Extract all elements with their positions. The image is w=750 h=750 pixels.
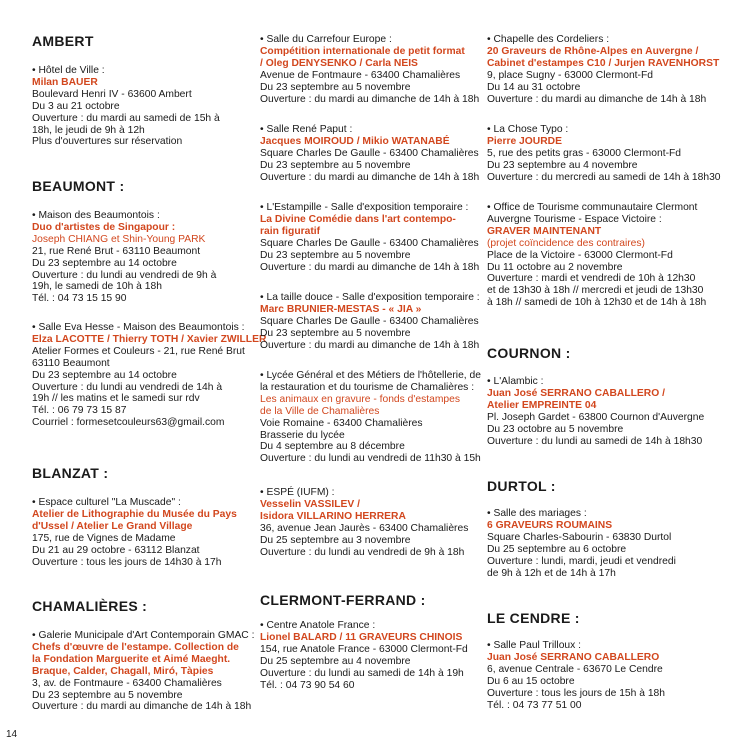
venue-maison-des-beaumontois (32, 210, 254, 305)
info-line: à 18h // samedi de 10h à 12h30 et de 14h à 18h (487, 297, 707, 309)
city-heading-beaumont: BEAUMONT : (32, 178, 125, 194)
venue-salle-paul-trilloux (487, 640, 722, 711)
info-line: Auvergne Tourisme - Espace Victoire : (487, 213, 662, 225)
info-line: Place de la Victoire - 63000 Clermont-Fd (487, 249, 673, 261)
exhibit-title: 6 GRAVEURS ROUMAINS (487, 519, 613, 531)
info-line: et de 13h30 à 18h // mercredi et jeudi de 13h30 (487, 285, 704, 297)
info-line: Ouverture : tous les jours de 14h30 à 17h (32, 556, 222, 568)
page-number: 14 (6, 729, 18, 740)
info-line: • L'Estampille - Salle d'exposition temporaire : (260, 202, 469, 213)
info-line: Ouverture : du lundi au vendredi de 9h à (32, 269, 217, 281)
info-line: Du 23 septembre au 5 novembre (260, 81, 411, 93)
info-line: Ouverture : du mardi au dimanche de 14h à 18h (32, 701, 252, 713)
info-line: 21, rue René Brut - 63110 Beaumont (32, 245, 201, 257)
info-line: • Salle Eva Hesse - Maison des Beaumontois : (32, 322, 245, 333)
info-line: Tél. : 04 73 77 51 00 (487, 699, 582, 711)
info-line: • Chapelle des Cordeliers : (487, 34, 610, 45)
info-line: Du 6 au 15 octobre (487, 675, 575, 687)
info-line: Ouverture : du mardi au samedi de 15h à (32, 112, 220, 124)
info-line: Ouverture : du mardi au dimanche de 14h à 18h (487, 93, 707, 105)
info-line: • Maison des Beaumontois : (32, 210, 160, 221)
info-line: Voie Romaine - 63400 Chamalières (260, 417, 423, 429)
info-line: • Lycée Général et des Métiers de l'hôtellerie, de (260, 370, 481, 381)
info-line: 19h // les matins et le samedi sur rdv (32, 393, 200, 405)
info-line: • Galerie Municipale d'Art Contemporain GMAC : (32, 630, 255, 641)
info-line: • Espace culturel "La Muscade" : (32, 497, 181, 508)
info-line: Du 23 septembre au 5 novembre (260, 159, 411, 171)
exhibit-title: Cabinet d'estampes C10 / Jurjen RAVENHORST (487, 57, 720, 69)
exhibit-subtitle: Les animaux en gravure - fonds d'estampes (260, 393, 461, 405)
info-line: 6, avenue Centrale - 63670 Le Cendre (487, 663, 663, 675)
exhibit-subtitle: Joseph CHIANG et Shin-Young PARK (32, 233, 206, 245)
venue-lalambic (487, 376, 722, 447)
venue-la-chose-typo (487, 124, 722, 184)
info-line: Square Charles De Gaulle - 63400 Chamalières (260, 237, 479, 249)
info-line: Du 25 septembre au 3 novembre (260, 534, 411, 546)
info-line: Du 4 septembre au 8 décembre (260, 441, 405, 453)
info-line: Ouverture : du lundi au vendredi de 14h à (32, 381, 223, 393)
venue-rene-paput (260, 124, 482, 184)
city-heading-blanzat: BLANZAT : (32, 465, 109, 481)
venue-carrefour-europe (260, 34, 482, 105)
city-heading-le-cendre: LE CENDRE : (487, 610, 580, 626)
info-line: Atelier Formes et Couleurs - 21, rue René Brut (32, 345, 245, 357)
info-line: de 9h à 12h et de 14h à 17h (487, 567, 616, 579)
info-line: Du 23 septembre au 5 novembre (260, 249, 411, 261)
exhibit-title: Atelier de Lithographie du Musée du Pays (32, 508, 237, 520)
info-line: Square Charles-Sabourin - 63830 Durtol (487, 531, 672, 543)
info-line: Tél. : 04 73 15 15 90 (32, 293, 127, 305)
exhibit-title: / Oleg DENYSENKO / Carla NEIS (260, 57, 418, 69)
info-line: Ouverture : mardi et vendredi de 10h à 12h30 (487, 273, 696, 285)
info-line: Boulevard Henri IV - 63600 Ambert (32, 88, 192, 100)
exhibit-title: GRAVER MAINTENANT (487, 225, 602, 237)
info-line: Avenue de Fontmaure - 63400 Chamalières (260, 69, 461, 81)
exhibit-title: rain figuratif (260, 225, 321, 237)
info-line: 175, rue de Vignes de Madame (32, 532, 176, 544)
exhibit-title: d'Ussel / Atelier Le Grand Village (32, 520, 193, 532)
venue-salle-des-mariages (487, 508, 722, 579)
city-heading-ambert: AMBERT (32, 33, 94, 49)
info-line: • La Chose Typo : (487, 124, 569, 135)
info-line: • Salle du Carrefour Europe : (260, 34, 392, 45)
info-line: Ouverture : du lundi au vendredi de 11h30 à 15h (260, 453, 481, 465)
info-line: 3, av. de Fontmaure - 63400 Chamalières (32, 677, 222, 689)
info-line: Ouverture : du lundi au samedi de 14h à 19h (260, 667, 464, 679)
info-line: 19h, le samedi de 10h à 18h (32, 281, 162, 293)
venue-espace-la-muscade (32, 497, 254, 568)
info-line: Du 25 septembre au 4 novembre (260, 655, 411, 667)
info-line: • Hôtel de Ville : (32, 65, 105, 76)
info-line: • Salle Paul Trilloux : (487, 640, 582, 651)
info-line: Du 23 septembre au 14 octobre (32, 257, 177, 269)
exhibit-title: Isidora VILLARINO HERRERA (260, 510, 406, 522)
exhibit-title: Juan José SERRANO CABALLERO (487, 651, 660, 663)
exhibit-subtitle: de la Ville de Chamalières (260, 405, 380, 417)
info-line: • Centre Anatole France : (260, 620, 376, 631)
info-line: Du 23 octobre au 5 novembre (487, 423, 624, 435)
info-line: 154, rue Anatole France - 63000 Clermont-Fd (260, 643, 468, 655)
info-line: Ouverture : du lundi au vendredi de 9h à 18h (260, 546, 465, 558)
exhibit-title: la Fondation Marguerite et Aimé Maeght. (32, 653, 231, 665)
exhibit-subtitle: (projet coïncidence des contraires) (487, 237, 645, 249)
info-line: Pl. Joseph Gardet - 63800 Cournon d'Auvergne (487, 411, 705, 423)
info-line: Du 23 septembre au 5 novembre (32, 689, 183, 701)
exhibit-title: Jacques MOIROUD / Mikio WATANABÉ (260, 135, 450, 147)
exhibit-title: Compétition internationale de petit format (260, 45, 465, 57)
city-heading-chamalieres: CHAMALIÈRES : (32, 598, 148, 614)
info-line: Plus d'ouvertures sur réservation (32, 136, 183, 148)
info-line: Du 23 septembre au 4 novembre (487, 159, 638, 171)
exhibit-title: Chefs d'œuvre de l'estampe. Collection de (32, 641, 239, 653)
exhibit-title: Pierre JOURDE (487, 135, 562, 147)
city-heading-clermont-ferrand: CLERMONT-FERRAND : (260, 592, 426, 608)
exhibit-title: Duo d'artistes de Singapour : (32, 221, 176, 233)
info-line: • ESPÉ (IUFM) : (260, 487, 335, 498)
exhibit-title: Milan BAUER (32, 76, 98, 88)
info-line: Ouverture : du lundi au samedi de 14h à 18h30 (487, 435, 703, 447)
info-line: 63110 Beaumont (32, 357, 110, 369)
venue-gmac (32, 630, 254, 713)
exhibit-title: Lionel BALARD / 11 GRAVEURS CHINOIS (260, 631, 463, 643)
info-line: la restauration et du tourisme de Chamalières : (260, 381, 475, 393)
venue-centre-anatole-france (260, 620, 482, 691)
exhibit-title: La Divine Comédie dans l'art contempo- (260, 213, 456, 225)
exhibit-title: Marc BRUNIER-MESTAS - « JIA » (260, 303, 422, 315)
info-line: Ouverture : du mardi au dimanche de 14h à 18h (260, 93, 480, 105)
exhibit-title: 20 Graveurs de Rhône-Alpes en Auvergne / (487, 45, 699, 57)
exhibit-title: Juan José SERRANO CABALLERO / (487, 387, 665, 399)
exhibit-title: Elza LACOTTE / Thierry TOTH / Xavier ZWILLER (32, 333, 267, 345)
info-line: 36, avenue Jean Jaurès - 63400 Chamalières (260, 522, 469, 534)
venue-lestampille (260, 202, 482, 273)
info-line: Courriel : formesetcouleurs63@gmail.com (32, 417, 225, 429)
venue-la-taille-douce (260, 292, 482, 352)
info-line: • La taille douce - Salle d'exposition temporaire : (260, 292, 480, 303)
info-line: Ouverture : du mardi au dimanche de 14h à 18h (260, 339, 480, 351)
exhibit-title: Vesselin VASSILEV / (260, 498, 360, 510)
info-line: Ouverture : lundi, mardi, jeudi et vendredi (487, 555, 676, 567)
info-line: Ouverture : du mercredi au samedi de 14h à 18h30 (487, 171, 721, 183)
info-line: Du 25 septembre au 6 octobre (487, 543, 627, 555)
info-line: Du 14 au 31 octobre (487, 81, 581, 93)
info-line: Square Charles De Gaulle - 63400 Chamalières (260, 315, 479, 327)
venue-salle-eva-hesse (32, 322, 267, 429)
city-heading-durtol: DURTOL : (487, 478, 556, 494)
info-line: 18h, le jeudi de 9h à 12h (32, 124, 145, 136)
exhibit-title: Atelier EMPREINTE 04 (487, 399, 597, 411)
info-line: Du 23 septembre au 14 octobre (32, 369, 177, 381)
info-line: • Salle des mariages : (487, 508, 587, 519)
venue-hotel-de-ville (32, 65, 254, 148)
venue-lycee-chamalieres (260, 370, 482, 465)
info-line: • Salle René Paput : (260, 124, 353, 135)
info-line: Du 21 au 29 octobre - 63112 Blanzat (32, 544, 200, 556)
info-line: Brasserie du lycée (260, 429, 345, 441)
info-line: • L'Alambic : (487, 376, 544, 387)
info-line: 9, place Sugny - 63000 Clermont-Fd (487, 69, 653, 81)
info-line: Du 3 au 21 octobre (32, 100, 120, 112)
info-line: • Office de Tourisme communautaire Clermont (487, 202, 698, 213)
info-line: Tél. : 04 73 90 54 60 (260, 679, 355, 691)
exhibit-title: Braque, Calder, Chagall, Miró, Tàpies (32, 665, 214, 677)
venue-office-de-tourisme (487, 202, 722, 309)
city-heading-cournon: COURNON : (487, 345, 571, 361)
info-line: Du 11 octobre au 2 novembre (487, 261, 623, 273)
info-line: Ouverture : tous les jours de 15h à 18h (487, 687, 666, 699)
info-line: Ouverture : du mardi au dimanche de 14h à 18h (260, 171, 480, 183)
info-line: Tél. : 06 79 73 15 87 (32, 405, 127, 417)
venue-espe (260, 487, 482, 558)
info-line: Du 23 septembre au 5 novembre (260, 327, 411, 339)
info-line: 5, rue des petits gras - 63000 Clermont-Fd (487, 147, 682, 159)
info-line: Square Charles De Gaulle - 63400 Chamalières (260, 147, 479, 159)
venue-chapelle-des-cordeliers (487, 34, 722, 105)
info-line: Ouverture : du mardi au dimanche de 14h à 18h (260, 261, 480, 273)
